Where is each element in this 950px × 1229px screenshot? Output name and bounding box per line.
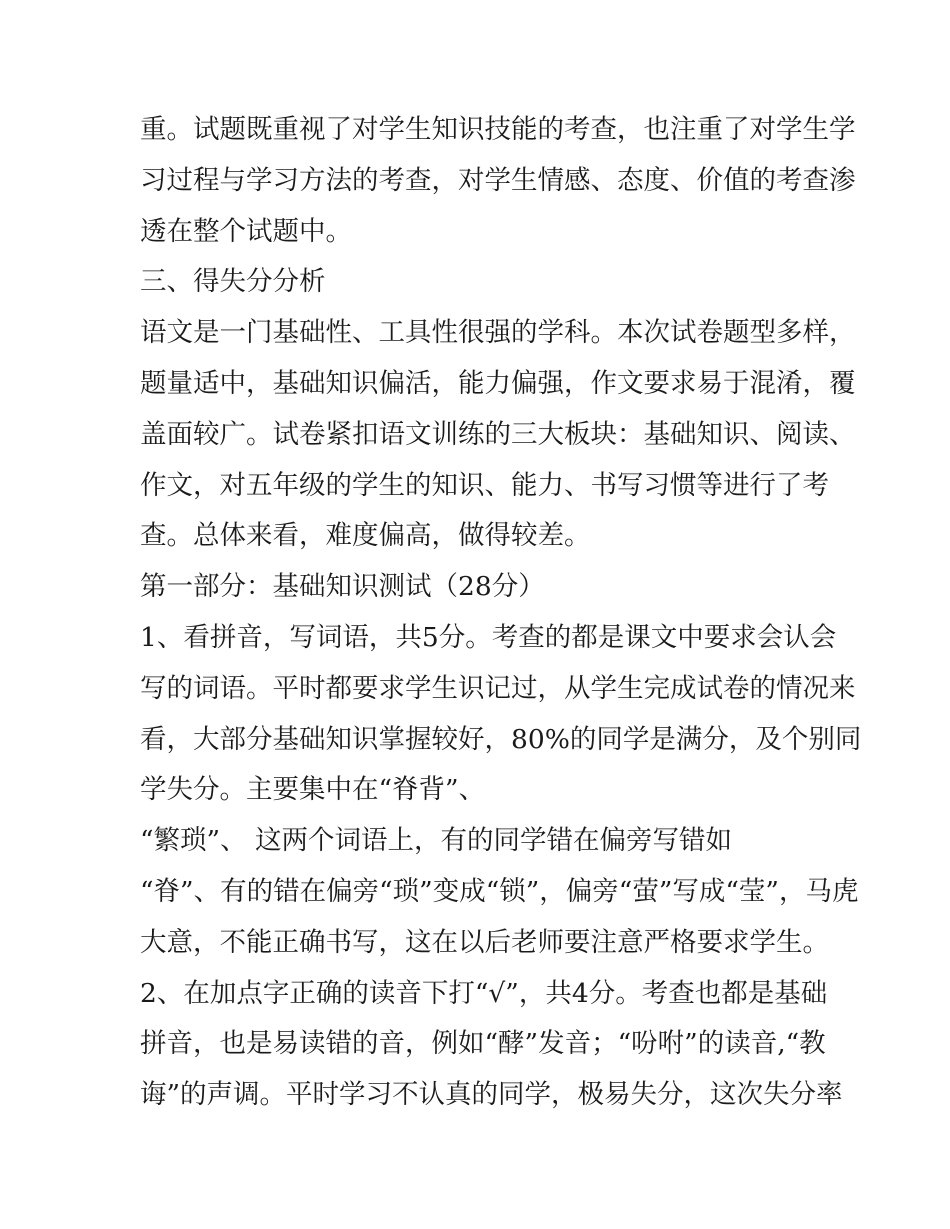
text-line: 诲”的声调。平时学习不认真的同学，极易失分，这次失分率 <box>140 1079 843 1111</box>
text-line: 大意，不能正确书写，这在以后老师要注意严格要求学生。 <box>140 926 829 958</box>
text-line: 透在整个试题中。 <box>140 215 352 247</box>
text-line: 2、在加点字正确的读音下打“√”，共4分。考查也都是基础 <box>140 977 828 1009</box>
text-line: 看，大部分基础知识掌握较好，80%的同学是满分，及个别同 <box>140 723 862 755</box>
text-line: 语文是一门基础性、工具性很强的学科。本次试卷题型多样， <box>140 317 856 349</box>
text-line: 学失分。主要集中在“脊背”、 <box>140 774 486 806</box>
text-line: 盖面较广。试卷紧扣语文训练的三大板块：基础知识、阅读、 <box>140 418 856 450</box>
text-line: 作文，对五年级的学生的知识、能力、书写习惯等进行了考 <box>140 469 829 501</box>
text-line: “繁琐”、 这两个词语上，有的同学错在偏旁写错如 <box>140 825 733 857</box>
text-line: 题量适中，基础知识偏活，能力偏强，作文要求易于混淆，覆 <box>140 367 856 399</box>
text-line: “脊”、有的错在偏旁“琐”变成“锁”，偏旁“萤”写成“莹”，马虎 <box>140 875 859 907</box>
text-line: 习过程与学习方法的考查，对学生情感、态度、价值的考查渗 <box>140 164 856 196</box>
document-page <box>140 105 862 1121</box>
text-line: 查。总体来看，难度偏高，做得较差。 <box>140 520 591 552</box>
text-line: 写的词语。平时都要求学生识记过，从学生完成试卷的情况来 <box>140 672 856 704</box>
section-heading: 三、得失分分析 <box>140 266 326 298</box>
text-line: 重。试题既重视了对学生知识技能的考查，也注重了对学生学 <box>140 114 856 145</box>
text-line: 1、看拼音，写词语，共5分。考查的都是课文中要求会认会 <box>140 621 837 653</box>
section-heading: 第一部分：基础知识测试（28分） <box>140 571 545 603</box>
text-line: 拼音，也是易读错的音，例如“酵”发音；“吩咐”的读音,“教 <box>140 1028 826 1060</box>
